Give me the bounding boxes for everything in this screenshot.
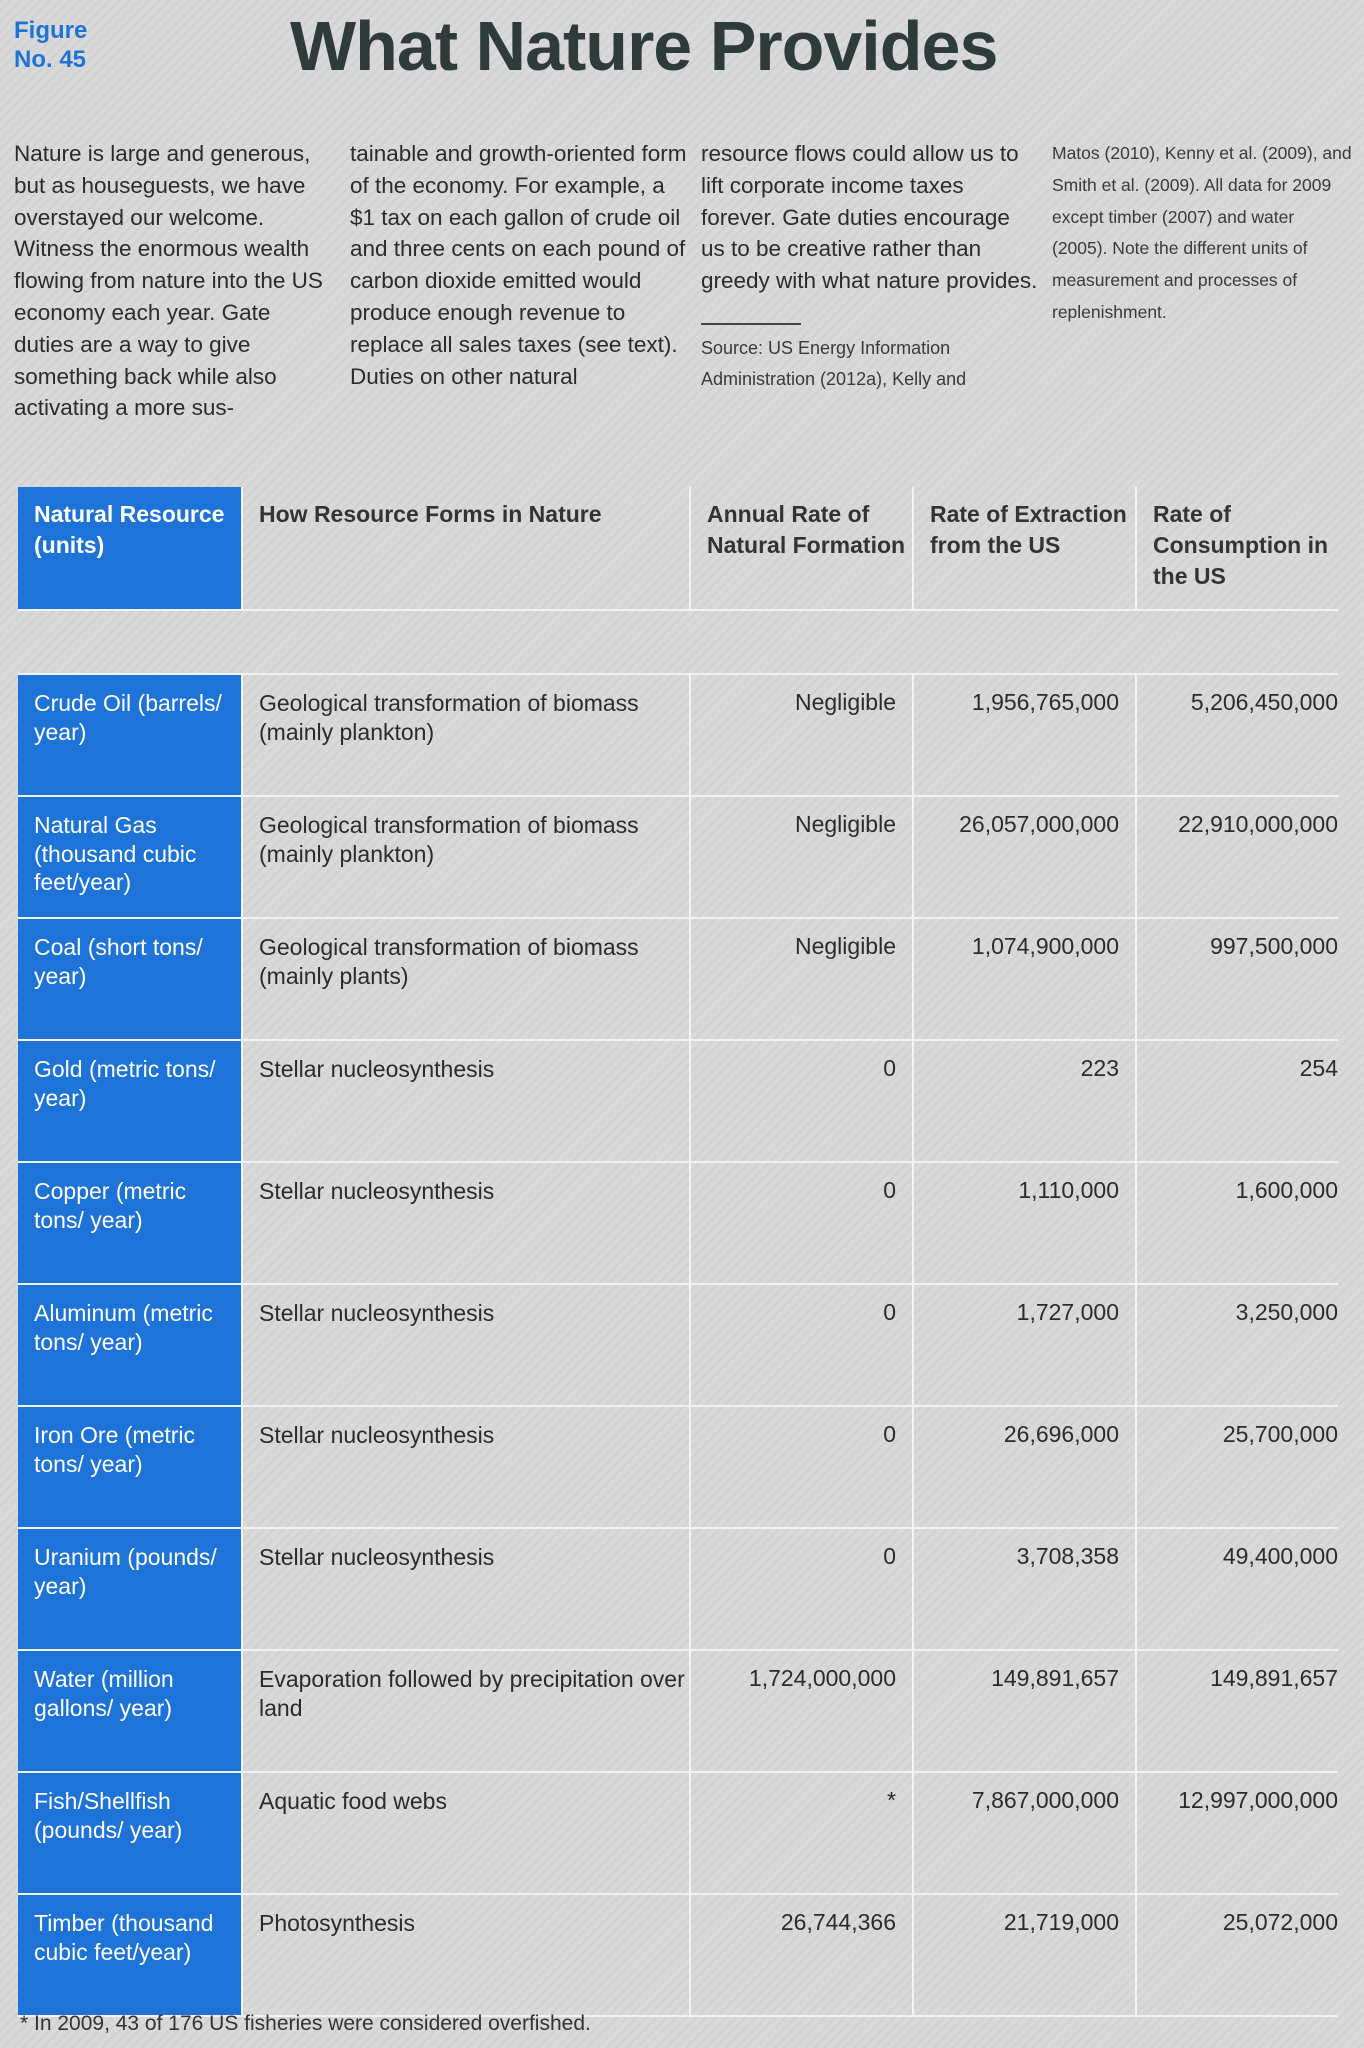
formation-process: Geological transformation of biomass (mainly plankton) xyxy=(243,675,691,795)
figure-label-line2: No. 45 xyxy=(14,46,87,73)
extraction-rate: 223 xyxy=(914,1041,1137,1161)
formation-process: Evaporation followed by precipitation over land xyxy=(243,1651,691,1771)
header-extraction-rate: Rate of Extraction from the US xyxy=(914,487,1137,609)
table-row xyxy=(18,673,1338,795)
consumption-rate: 5,206,450,000 xyxy=(1190,689,1338,715)
table-row xyxy=(18,1527,1338,1649)
header-consumption-rate: Rate of Consumption in the US xyxy=(1153,501,1329,589)
consumption-rate: 254 xyxy=(1299,1055,1338,1081)
consumption-rate: 997,500,000 xyxy=(1210,933,1338,959)
extraction-rate: 1,110,000 xyxy=(914,1163,1137,1283)
consumption-rate: 149,891,657 xyxy=(1210,1665,1338,1691)
consumption-rate: 12,997,000,000 xyxy=(1178,1787,1338,1813)
formation-process: Geological transformation of biomass (mainly plankton) xyxy=(243,797,691,917)
extraction-rate: 26,057,000,000 xyxy=(914,797,1137,917)
table-row xyxy=(18,1039,1338,1161)
intro-col-2: tainable and growth-oriented form of the economy. For example, a $1 tax on each gallon of crude oil and three cents on each pound of carbon dioxide emitted would produce enough revenue to replace all sales taxes (see text). Duties on other natural xyxy=(350,141,687,389)
extraction-rate: 26,696,000 xyxy=(914,1407,1137,1527)
header-natural-rate: Annual Rate of Natural Formation xyxy=(691,487,914,609)
natural-formation-rate: 0 xyxy=(691,1529,914,1649)
resource-name: Uranium (pounds/ year) xyxy=(18,1529,243,1649)
figure-label-line1: Figure xyxy=(14,17,88,44)
header-resource: Natural Resource (units) xyxy=(18,487,243,609)
resource-name: Crude Oil (barrels/ year) xyxy=(18,675,243,795)
figure-label xyxy=(14,16,87,74)
extraction-rate: 7,867,000,000 xyxy=(914,1773,1137,1893)
table-row xyxy=(18,795,1338,917)
table-row xyxy=(18,1771,1338,1893)
source-text: Source: US Energy Information Administration (2012a), Kelly and xyxy=(701,337,967,389)
consumption-rate: 22,910,000,000 xyxy=(1178,811,1338,837)
consumption-rate: 25,700,000 xyxy=(1222,1421,1338,1447)
resource-table xyxy=(18,487,1338,2017)
consumption-rate: 49,400,000 xyxy=(1222,1543,1338,1569)
resource-name: Copper (metric tons/ year) xyxy=(18,1163,243,1283)
formation-process: Aquatic food webs xyxy=(243,1773,691,1893)
table-row xyxy=(18,1649,1338,1771)
resource-name: Iron Ore (metric tons/ year) xyxy=(18,1407,243,1527)
page-title: What Nature Provides xyxy=(290,7,998,85)
resource-name: Fish/Shellfish (pounds/ year) xyxy=(18,1773,243,1893)
extraction-rate: 21,719,000 xyxy=(914,1895,1137,2015)
intro-col-1: Nature is large and generous, but as houseguests, we have overstayed our welcome. Witness the enormous wealth flowing from nature into the US economy each year. Gate duties are a way to give something back while also activating a more sus- xyxy=(14,141,323,421)
natural-formation-rate: 0 xyxy=(691,1285,914,1405)
footnote: * In 2009, 43 of 176 US fisheries were considered overfished. xyxy=(20,2012,591,2035)
extraction-rate: 1,074,900,000 xyxy=(914,919,1137,1039)
source-divider xyxy=(701,323,801,325)
resource-name: Timber (thousand cubic feet/year) xyxy=(18,1895,243,2015)
extraction-rate: 149,891,657 xyxy=(914,1651,1137,1771)
natural-formation-rate: 0 xyxy=(691,1407,914,1527)
formation-process: Stellar nucleosynthesis xyxy=(243,1041,691,1161)
resource-name: Coal (short tons/ year) xyxy=(18,919,243,1039)
formation-process: Stellar nucleosynthesis xyxy=(243,1529,691,1649)
resource-name: Gold (metric tons/ year) xyxy=(18,1041,243,1161)
table-row xyxy=(18,1161,1338,1283)
consumption-rate: 25,072,000 xyxy=(1222,1909,1338,1935)
intro-col-3 xyxy=(701,138,1038,424)
extraction-rate: 3,708,358 xyxy=(914,1529,1137,1649)
table-row xyxy=(18,1405,1338,1527)
table-row xyxy=(18,917,1338,1039)
resource-name: Natural Gas (thousand cubic feet/year) xyxy=(18,797,243,917)
natural-formation-rate: 1,724,000,000 xyxy=(691,1651,914,1771)
natural-formation-rate: Negligible xyxy=(691,919,914,1039)
natural-formation-rate: Negligible xyxy=(691,797,914,917)
natural-formation-rate: Negligible xyxy=(691,675,914,795)
extraction-rate: 1,956,765,000 xyxy=(914,675,1137,795)
consumption-rate: 1,600,000 xyxy=(1235,1177,1338,1203)
formation-process: Geological transformation of biomass (mainly plants) xyxy=(243,919,691,1039)
intro-text xyxy=(14,138,1352,424)
formation-process: Stellar nucleosynthesis xyxy=(243,1163,691,1283)
resource-name: Aluminum (metric tons/ year) xyxy=(18,1285,243,1405)
table-header-row xyxy=(18,487,1338,611)
natural-formation-rate: 26,744,366 xyxy=(691,1895,914,2015)
table-spacer xyxy=(18,611,1338,673)
table-row xyxy=(18,1893,1338,2017)
table-body xyxy=(18,673,1338,2017)
natural-formation-rate: * xyxy=(691,1773,914,1893)
extraction-rate: 1,727,000 xyxy=(914,1285,1137,1405)
formation-process: Stellar nucleosynthesis xyxy=(243,1407,691,1527)
natural-formation-rate: 0 xyxy=(691,1041,914,1161)
header-formation: How Resource Forms in Nature xyxy=(243,487,691,609)
intro-col-3-text: resource flows could allow us to lift corporate income taxes forever. Gate duties encourage us to be creative rather than greedy with what nature provides. xyxy=(701,141,1038,294)
formation-process: Photosynthesis xyxy=(243,1895,691,2015)
resource-name: Water (million gallons/ year) xyxy=(18,1651,243,1771)
consumption-rate: 3,250,000 xyxy=(1235,1299,1338,1325)
intro-col-4: Matos (2010), Kenny et al. (2009), and Smith et al. (2009). All data for 2009 except timber (2007) and water (2005). Note the different units of measurement and processes of replenishment. xyxy=(1052,143,1352,322)
table-row xyxy=(18,1283,1338,1405)
formation-process: Stellar nucleosynthesis xyxy=(243,1285,691,1405)
natural-formation-rate: 0 xyxy=(691,1163,914,1283)
